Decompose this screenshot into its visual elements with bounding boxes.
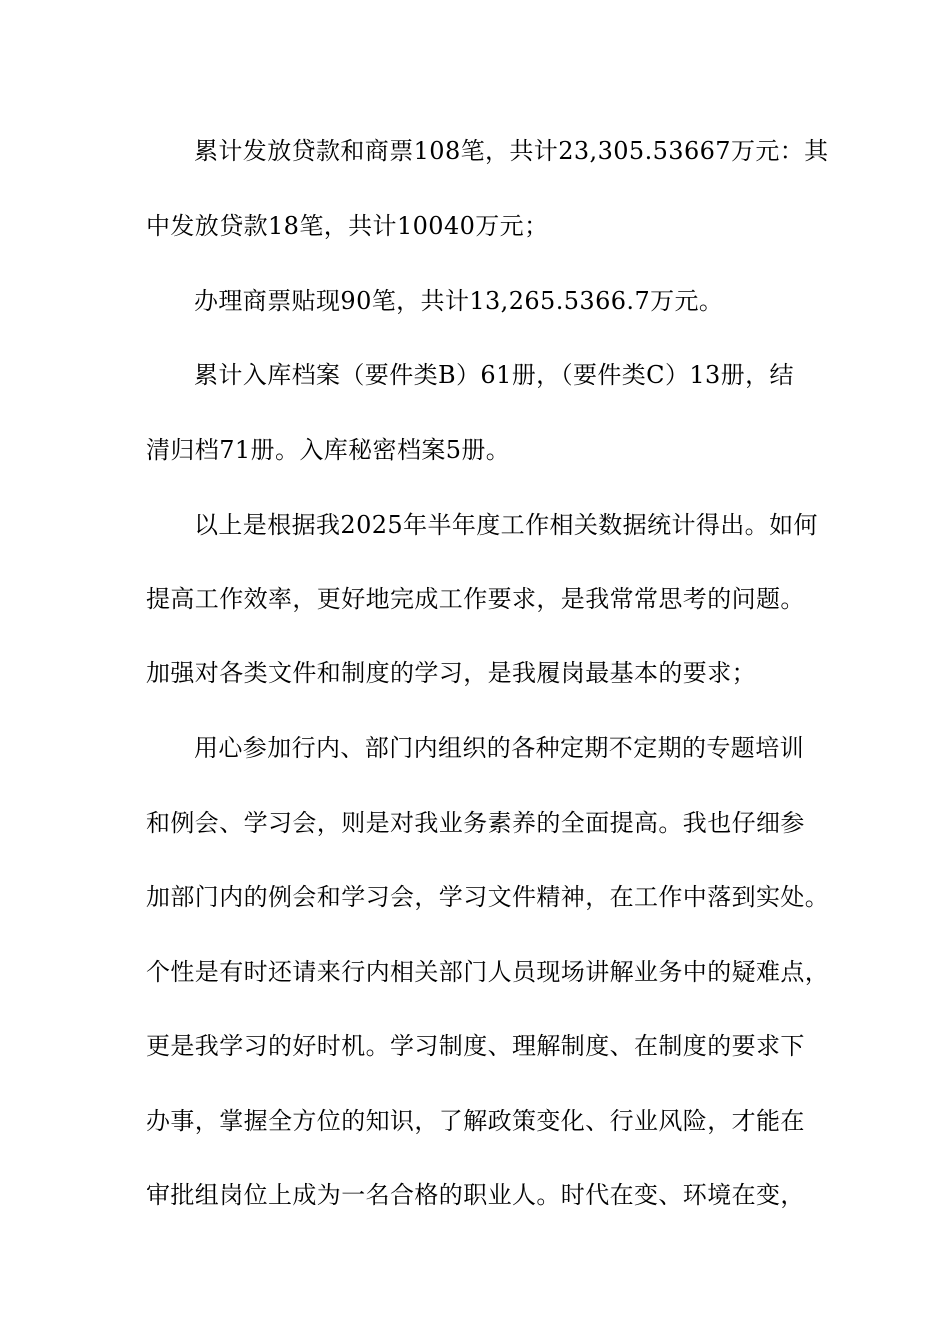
paragraph-line: 加强对各类文件和制度的学习，是我履岗最基本的要求； [146, 659, 756, 687]
paragraph-line: 中发放贷款18笔，共计10040万元； [146, 212, 549, 240]
paragraph-line: 办事，掌握全方位的知识，了解政策变化、行业风险，才能在 [146, 1107, 805, 1135]
paragraph-line: 用心参加行内、部门内组织的各种定期不定期的专题培训 [194, 734, 804, 762]
paragraph-line: 提高工作效率，更好地完成工作要求，是我常常思考的问题。 [146, 585, 805, 613]
paragraph-line: 清归档71册。入库秘密档案5册。 [146, 436, 511, 464]
paragraph-line: 累计入库档案（要件类B）61册，（要件类C）13册，结 [194, 361, 794, 389]
paragraph-line: 审批组岗位上成为一名合格的职业人。时代在变、环境在变， [146, 1181, 805, 1209]
paragraph-line: 加部门内的例会和学习会，学习文件精神，在工作中落到实处。 [146, 883, 830, 911]
paragraph-line: 和例会、学习会，则是对我业务素养的全面提高。我也仔细参 [146, 809, 805, 837]
paragraph-line: 个性是有时还请来行内相关部门人员现场讲解业务中的疑难点， [146, 958, 830, 986]
paragraph-line: 以上是根据我2025年半年度工作相关数据统计得出。如何 [194, 511, 818, 539]
paragraph-line: 更是我学习的好时机。学习制度、理解制度、在制度的要求下 [146, 1032, 805, 1060]
paragraph-line: 累计发放贷款和商票108笔，共计23,305.53667万元：其 [194, 137, 829, 165]
paragraph-line: 办理商票贴现90笔，共计13,265.5366.7万元。 [194, 287, 724, 315]
